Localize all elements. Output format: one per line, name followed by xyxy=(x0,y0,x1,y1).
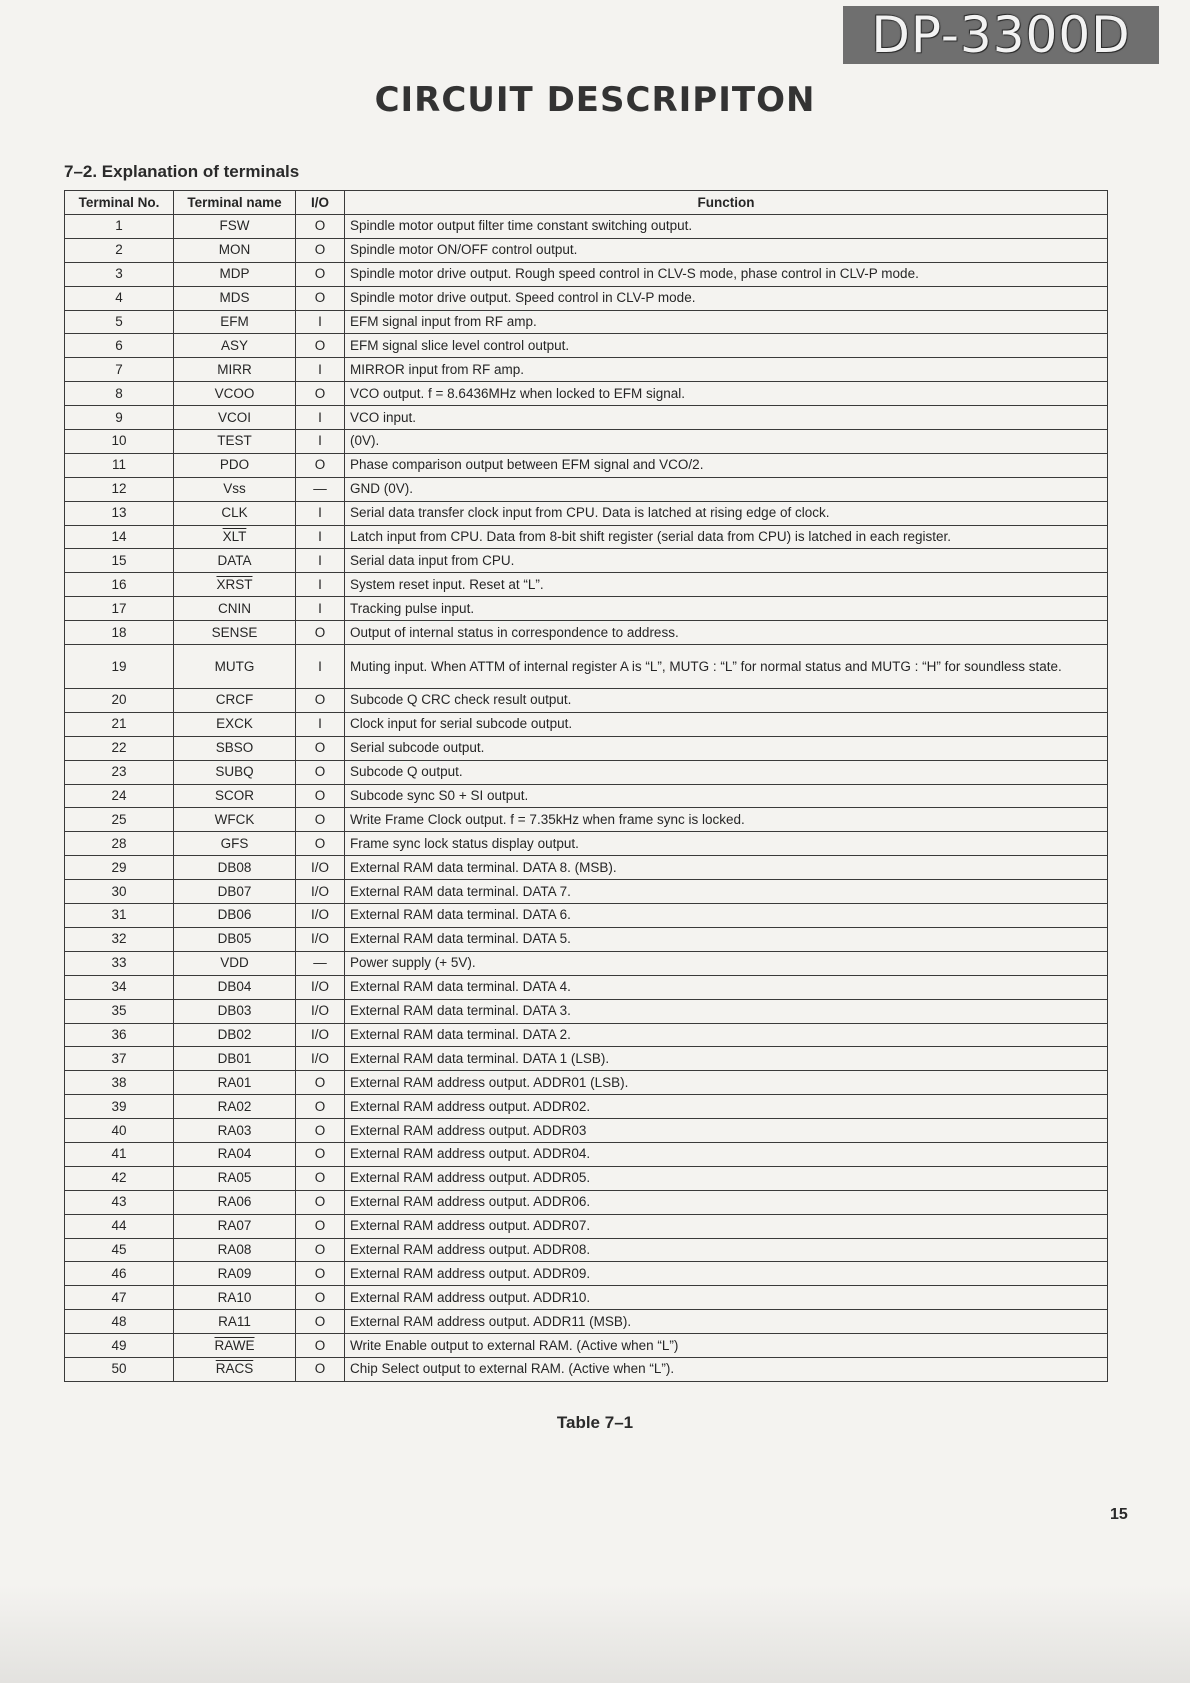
terminal-name-cell: RA10 xyxy=(174,1286,296,1310)
io-cell: O xyxy=(296,1334,345,1358)
terminal-name-cell: DB04 xyxy=(174,975,296,999)
function-cell: GND (0V). xyxy=(345,477,1108,501)
column-header-io: I/O xyxy=(296,191,345,215)
terminal-no-cell: 14 xyxy=(65,525,174,549)
terminal-no-cell: 39 xyxy=(65,1095,174,1119)
table-row xyxy=(65,1334,1108,1358)
terminal-name-cell: VCOI xyxy=(174,406,296,430)
function-cell: Latch input from CPU. Data from 8-bit shift register (serial data from CPU) is latched in each register. xyxy=(345,525,1108,549)
table-row xyxy=(65,760,1108,784)
table-row xyxy=(65,430,1108,454)
terminal-no-cell: 28 xyxy=(65,832,174,856)
io-cell: O xyxy=(296,1119,345,1143)
table-header-row xyxy=(65,191,1108,215)
table-row xyxy=(65,880,1108,904)
function-cell: Write Enable output to external RAM. (Active when “L”) xyxy=(345,1334,1108,1358)
io-cell: I xyxy=(296,406,345,430)
table-row xyxy=(65,856,1108,880)
table-row xyxy=(65,1357,1108,1381)
function-cell: Power supply (+ 5V). xyxy=(345,951,1108,975)
terminal-no-cell: 44 xyxy=(65,1214,174,1238)
table-row xyxy=(65,784,1108,808)
function-cell: External RAM address output. ADDR02. xyxy=(345,1095,1108,1119)
terminal-name-cell: DATA xyxy=(174,549,296,573)
terminal-name-cell: SCOR xyxy=(174,784,296,808)
terminal-name-overlined: RAWE xyxy=(214,1337,255,1353)
function-cell: External RAM address output. ADDR01 (LSB). xyxy=(345,1071,1108,1095)
io-cell: O xyxy=(296,621,345,645)
io-cell: I xyxy=(296,712,345,736)
table-row xyxy=(65,597,1108,621)
terminal-name-cell: EXCK xyxy=(174,712,296,736)
function-cell: Spindle motor ON/OFF control output. xyxy=(345,238,1108,262)
io-cell: O xyxy=(296,1142,345,1166)
page-footer-shade xyxy=(0,1585,1190,1683)
terminal-no-cell: 50 xyxy=(65,1357,174,1381)
terminal-name-cell: RA11 xyxy=(174,1310,296,1334)
terminal-no-cell: 33 xyxy=(65,951,174,975)
function-cell: Serial data input from CPU. xyxy=(345,549,1108,573)
io-cell: O xyxy=(296,238,345,262)
table-row xyxy=(65,1286,1108,1310)
table-row xyxy=(65,501,1108,525)
terminal-no-cell: 38 xyxy=(65,1071,174,1095)
terminal-no-cell: 20 xyxy=(65,689,174,713)
terminal-name-cell: MON xyxy=(174,238,296,262)
table-row xyxy=(65,645,1108,689)
terminal-name-cell: RA08 xyxy=(174,1238,296,1262)
io-cell: O xyxy=(296,784,345,808)
io-cell: I xyxy=(296,310,345,334)
terminal-no-cell: 41 xyxy=(65,1142,174,1166)
table-row xyxy=(65,334,1108,358)
function-cell: Spindle motor output filter time constant switching output. xyxy=(345,215,1108,239)
table-row xyxy=(65,1023,1108,1047)
table-row xyxy=(65,999,1108,1023)
table-row xyxy=(65,689,1108,713)
terminal-name-cell: VDD xyxy=(174,951,296,975)
table-row xyxy=(65,1119,1108,1143)
terminal-no-cell: 5 xyxy=(65,310,174,334)
terminal-no-cell: 29 xyxy=(65,856,174,880)
column-header-terminal-no: Terminal No. xyxy=(65,191,174,215)
terminal-name-cell: DB08 xyxy=(174,856,296,880)
function-cell: External RAM address output. ADDR05. xyxy=(345,1166,1108,1190)
function-cell: Phase comparison output between EFM signal and VCO/2. xyxy=(345,453,1108,477)
io-cell: O xyxy=(296,1190,345,1214)
terminal-name-cell: EFM xyxy=(174,310,296,334)
terminal-name-overlined: $\overline{XLT}$ xyxy=(222,529,247,545)
function-cell: Subcode Q CRC check result output. xyxy=(345,689,1108,713)
terminal-name-cell: Vss xyxy=(174,477,296,501)
terminal-no-cell: 48 xyxy=(65,1310,174,1334)
function-cell: External RAM address output. ADDR09. xyxy=(345,1262,1108,1286)
terminal-no-cell: 8 xyxy=(65,382,174,406)
table-row xyxy=(65,406,1108,430)
io-cell: I xyxy=(296,501,345,525)
table-row xyxy=(65,525,1108,549)
function-cell: EFM signal slice level control output. xyxy=(345,334,1108,358)
io-cell: O xyxy=(296,1071,345,1095)
io-cell: O xyxy=(296,1214,345,1238)
function-cell: External RAM data terminal. DATA 8. (MSB). xyxy=(345,856,1108,880)
terminal-name-cell xyxy=(174,1357,296,1381)
function-cell: External RAM data terminal. DATA 1 (LSB). xyxy=(345,1047,1108,1071)
table-row xyxy=(65,573,1108,597)
table-row xyxy=(65,286,1108,310)
table-row xyxy=(65,1190,1108,1214)
terminal-name-cell: DB05 xyxy=(174,927,296,951)
function-cell: VCO output. f = 8.6436MHz when locked to EFM signal. xyxy=(345,382,1108,406)
function-cell: Muting input. When ATTM of internal register A is “L”, MUTG : “L” for normal status and MUTG : “H” for soundless state. xyxy=(345,645,1108,689)
io-cell: O xyxy=(296,736,345,760)
function-cell: Subcode Q output. xyxy=(345,760,1108,784)
table-row xyxy=(65,1310,1108,1334)
io-cell: — xyxy=(296,951,345,975)
terminal-no-cell: 3 xyxy=(65,262,174,286)
io-cell: O xyxy=(296,1286,345,1310)
table-row xyxy=(65,832,1108,856)
page-number: 15 xyxy=(1110,1506,1128,1523)
terminal-no-cell: 32 xyxy=(65,927,174,951)
terminal-no-cell: 13 xyxy=(65,501,174,525)
io-cell: I/O xyxy=(296,856,345,880)
table-row xyxy=(65,736,1108,760)
terminal-name-cell: CLK xyxy=(174,501,296,525)
io-cell: O xyxy=(296,334,345,358)
io-cell: O xyxy=(296,1166,345,1190)
terminal-no-cell: 22 xyxy=(65,736,174,760)
terminal-no-cell: 6 xyxy=(65,334,174,358)
function-cell: MIRROR input from RF amp. xyxy=(345,358,1108,382)
function-cell: External RAM address output. ADDR11 (MSB). xyxy=(345,1310,1108,1334)
io-cell: I xyxy=(296,358,345,382)
function-cell: Spindle motor drive output. Rough speed control in CLV-S mode, phase control in CLV-P mode. xyxy=(345,262,1108,286)
terminal-no-cell: 24 xyxy=(65,784,174,808)
table-row xyxy=(65,310,1108,334)
terminal-no-cell: 9 xyxy=(65,406,174,430)
io-cell: I/O xyxy=(296,999,345,1023)
terminal-no-cell: 37 xyxy=(65,1047,174,1071)
io-cell: I xyxy=(296,573,345,597)
table-row xyxy=(65,927,1108,951)
terminal-name-cell: SBSO xyxy=(174,736,296,760)
terminals-table xyxy=(64,190,1108,1382)
table-row xyxy=(65,1262,1108,1286)
terminal-no-cell: 2 xyxy=(65,238,174,262)
terminal-name-cell: PDO xyxy=(174,453,296,477)
terminal-no-cell: 43 xyxy=(65,1190,174,1214)
table-caption: Table 7–1 xyxy=(556,1413,634,1432)
terminal-no-cell: 1 xyxy=(65,215,174,239)
table-row xyxy=(65,904,1108,928)
io-cell: O xyxy=(296,382,345,406)
terminal-name-cell: DB07 xyxy=(174,880,296,904)
terminal-name-cell: DB02 xyxy=(174,1023,296,1047)
terminal-no-cell: 31 xyxy=(65,904,174,928)
io-cell: I xyxy=(296,525,345,549)
terminal-no-cell: 42 xyxy=(65,1166,174,1190)
function-cell: External RAM data terminal. DATA 4. xyxy=(345,975,1108,999)
terminal-no-cell: 46 xyxy=(65,1262,174,1286)
function-cell: Tracking pulse input. xyxy=(345,597,1108,621)
function-cell: (0V). xyxy=(345,430,1108,454)
terminal-name-cell: RA09 xyxy=(174,1262,296,1286)
terminal-name-cell: RA07 xyxy=(174,1214,296,1238)
terminal-name-cell: MUTG xyxy=(174,645,296,689)
terminal-name-cell: TEST xyxy=(174,430,296,454)
terminal-name-cell: CRCF xyxy=(174,689,296,713)
terminal-no-cell: 25 xyxy=(65,808,174,832)
terminal-name-cell: RA01 xyxy=(174,1071,296,1095)
terminal-no-cell: 35 xyxy=(65,999,174,1023)
function-cell: Serial subcode output. xyxy=(345,736,1108,760)
terminal-name-cell: GFS xyxy=(174,832,296,856)
table-row xyxy=(65,975,1108,999)
io-cell: O xyxy=(296,215,345,239)
terminal-no-cell: 10 xyxy=(65,430,174,454)
function-cell: External RAM data terminal. DATA 7. xyxy=(345,880,1108,904)
terminal-no-cell: 19 xyxy=(65,645,174,689)
io-cell: O xyxy=(296,286,345,310)
function-cell: External RAM address output. ADDR08. xyxy=(345,1238,1108,1262)
terminal-no-cell: 47 xyxy=(65,1286,174,1310)
terminal-no-cell: 18 xyxy=(65,621,174,645)
io-cell: I xyxy=(296,597,345,621)
terminal-no-cell: 21 xyxy=(65,712,174,736)
io-cell: I/O xyxy=(296,880,345,904)
table-row xyxy=(65,1214,1108,1238)
terminals-table-body xyxy=(65,215,1108,1382)
io-cell: O xyxy=(296,453,345,477)
terminal-name-cell: RA06 xyxy=(174,1190,296,1214)
function-cell: External RAM address output. ADDR04. xyxy=(345,1142,1108,1166)
terminal-name-cell: MDP xyxy=(174,262,296,286)
table-row xyxy=(65,215,1108,239)
terminal-no-cell: 34 xyxy=(65,975,174,999)
io-cell: I/O xyxy=(296,975,345,999)
terminal-name-overlined: XRST xyxy=(216,576,253,592)
table-row xyxy=(65,453,1108,477)
table-row xyxy=(65,1071,1108,1095)
terminal-no-cell: 7 xyxy=(65,358,174,382)
terminal-name-cell: RA03 xyxy=(174,1119,296,1143)
table-row xyxy=(65,1142,1108,1166)
terminal-name-cell: RA05 xyxy=(174,1166,296,1190)
table-row xyxy=(65,1095,1108,1119)
io-cell: O xyxy=(296,1262,345,1286)
terminal-no-cell: 15 xyxy=(65,549,174,573)
io-cell: — xyxy=(296,477,345,501)
terminal-name-cell: VCOO xyxy=(174,382,296,406)
function-cell: Spindle motor drive output. Speed control in CLV-P mode. xyxy=(345,286,1108,310)
function-cell: Write Frame Clock output. f = 7.35kHz when frame sync is locked. xyxy=(345,808,1108,832)
terminal-name-cell xyxy=(174,573,296,597)
table-row xyxy=(65,262,1108,286)
function-cell: External RAM address output. ADDR06. xyxy=(345,1190,1108,1214)
terminal-name-cell: MDS xyxy=(174,286,296,310)
model-badge: DP-3300D xyxy=(843,6,1159,64)
terminal-name-cell: RA04 xyxy=(174,1142,296,1166)
function-cell: Frame sync lock status display output. xyxy=(345,832,1108,856)
terminal-name-cell: DB01 xyxy=(174,1047,296,1071)
terminal-name-cell: DB03 xyxy=(174,999,296,1023)
terminal-no-cell: 30 xyxy=(65,880,174,904)
function-cell: External RAM address output. ADDR03 xyxy=(345,1119,1108,1143)
terminal-no-cell: 11 xyxy=(65,453,174,477)
io-cell: O xyxy=(296,1310,345,1334)
terminal-no-cell: 40 xyxy=(65,1119,174,1143)
page-title: CIRCUIT DESCRIPITON xyxy=(374,80,816,120)
table-row xyxy=(65,1047,1108,1071)
table-row xyxy=(65,358,1108,382)
table-row xyxy=(65,712,1108,736)
io-cell: O xyxy=(296,1095,345,1119)
table-row xyxy=(65,1166,1108,1190)
io-cell: O xyxy=(296,832,345,856)
terminal-name-cell: MIRR xyxy=(174,358,296,382)
io-cell: I xyxy=(296,430,345,454)
column-header-terminal-name: Terminal name xyxy=(174,191,296,215)
terminal-name-overlined: RACS xyxy=(215,1361,254,1377)
io-cell: I xyxy=(296,549,345,573)
terminal-name-cell: SUBQ xyxy=(174,760,296,784)
io-cell: O xyxy=(296,1238,345,1262)
io-cell: I/O xyxy=(296,904,345,928)
table-row xyxy=(65,238,1108,262)
function-cell: Subcode sync S0 + SI output. xyxy=(345,784,1108,808)
terminal-no-cell: 12 xyxy=(65,477,174,501)
table-row xyxy=(65,951,1108,975)
function-cell: External RAM data terminal. DATA 3. xyxy=(345,999,1108,1023)
terminal-name-cell: FSW xyxy=(174,215,296,239)
terminal-no-cell: 16 xyxy=(65,573,174,597)
table-row xyxy=(65,621,1108,645)
terminal-no-cell: 49 xyxy=(65,1334,174,1358)
terminal-name-cell: DB06 xyxy=(174,904,296,928)
table-row xyxy=(65,808,1108,832)
io-cell: O xyxy=(296,689,345,713)
function-cell: EFM signal input from RF amp. xyxy=(345,310,1108,334)
terminal-name-cell: RA02 xyxy=(174,1095,296,1119)
io-cell: I/O xyxy=(296,1047,345,1071)
io-cell: I/O xyxy=(296,1023,345,1047)
io-cell: O xyxy=(296,760,345,784)
table-row xyxy=(65,1238,1108,1262)
function-cell: External RAM data terminal. DATA 5. xyxy=(345,927,1108,951)
function-cell: External RAM address output. ADDR10. xyxy=(345,1286,1108,1310)
terminal-no-cell: 4 xyxy=(65,286,174,310)
function-cell: VCO input. xyxy=(345,406,1108,430)
function-cell: Serial data transfer clock input from CPU. Data is latched at rising edge of clock. xyxy=(345,501,1108,525)
table-row xyxy=(65,382,1108,406)
function-cell: Chip Select output to external RAM. (Active when “L”). xyxy=(345,1357,1108,1381)
terminal-name-cell xyxy=(174,525,296,549)
io-cell: O xyxy=(296,262,345,286)
terminal-no-cell: 23 xyxy=(65,760,174,784)
io-cell: I/O xyxy=(296,927,345,951)
table-row xyxy=(65,477,1108,501)
io-cell: I xyxy=(296,645,345,689)
terminal-no-cell: 45 xyxy=(65,1238,174,1262)
terminal-name-cell: WFCK xyxy=(174,808,296,832)
function-cell: Output of internal status in correspondence to address. xyxy=(345,621,1108,645)
section-heading: 7–2. Explanation of terminals xyxy=(64,162,300,181)
io-cell: O xyxy=(296,808,345,832)
table-row xyxy=(65,549,1108,573)
column-header-function: Function xyxy=(345,191,1108,215)
io-cell: O xyxy=(296,1357,345,1381)
function-cell: Clock input for serial subcode output. xyxy=(345,712,1108,736)
terminal-name-cell: ASY xyxy=(174,334,296,358)
function-cell: External RAM address output. ADDR07. xyxy=(345,1214,1108,1238)
terminal-no-cell: 17 xyxy=(65,597,174,621)
function-cell: External RAM data terminal. DATA 6. xyxy=(345,904,1108,928)
terminal-no-cell: 36 xyxy=(65,1023,174,1047)
terminal-name-cell: SENSE xyxy=(174,621,296,645)
function-cell: System reset input. Reset at “L”. xyxy=(345,573,1108,597)
function-cell: External RAM data terminal. DATA 2. xyxy=(345,1023,1108,1047)
terminal-name-cell xyxy=(174,1334,296,1358)
terminal-name-cell: CNIN xyxy=(174,597,296,621)
